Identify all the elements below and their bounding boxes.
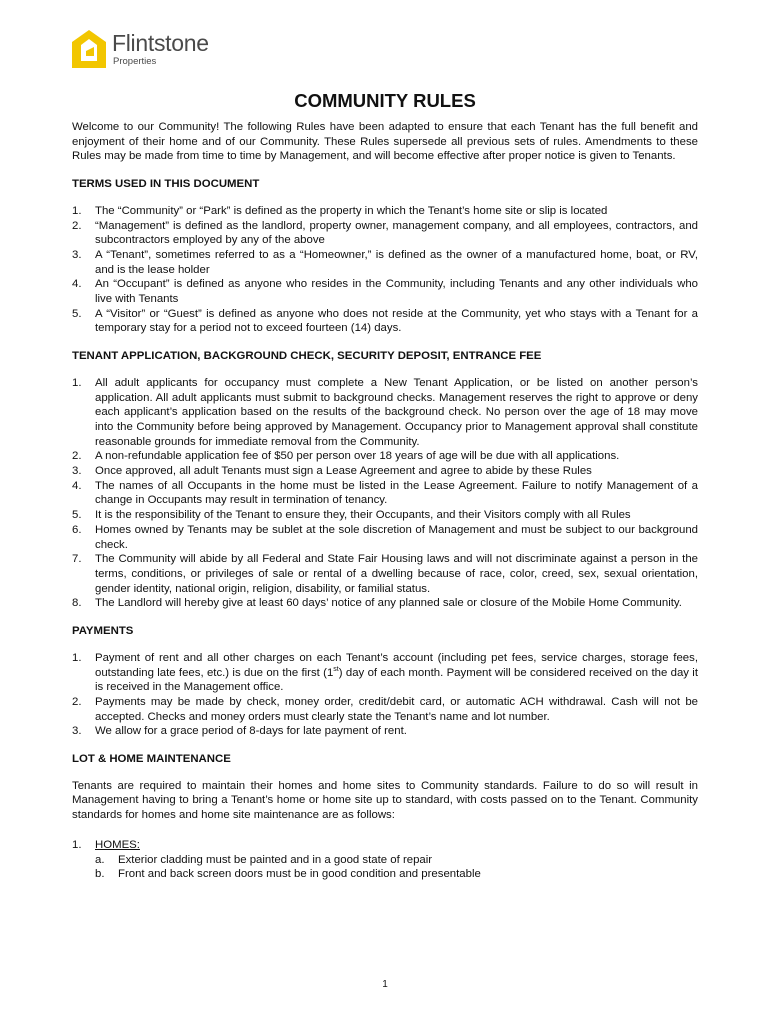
list-item: 6. Homes owned by Tenants may be sublet at the sole discretion of Management and must be subject to our background check. xyxy=(72,523,698,551)
list-item: 3. Once approved, all adult Tenants must sign a Lease Agreement and agree to abide by these Rules xyxy=(72,465,592,478)
list-item: 7. The Community will abide by all Federal and State Fair Housing laws and will not discriminate against a person in the terms, conditions, or privileges of sale or rental of a dwelling because of race, color, creed, sex, sexual orientation, gender identity, national origin, religion, disability, or familial status. xyxy=(72,553,698,595)
list-item-text: Homes owned by Tenants may be sublet at the sole discretion of Management and must be subject to our background check. xyxy=(95,523,698,551)
list-item: 8. The Landlord will hereby give at least 60 days’ notice of any planned sale or closure of the Mobile Home Community. xyxy=(72,597,682,610)
section-heading-payments: PAYMENTS xyxy=(72,625,134,638)
maintenance-paragraph: Tenants are required to maintain their homes and home sites to Community standards. Failure to do so will result in Management having to bring a Tenant’s home or home site up to standard, with costs passed on to the Tenant. Community standards for homes and home site maintenance are as follows: xyxy=(72,779,698,822)
list-item-text: The Landlord will hereby give at least 60 days’ notice of any planned sale or closure of the Mobile Home Community. xyxy=(95,597,682,610)
logo-subtitle: Properties xyxy=(113,55,157,67)
list-item-text: Once approved, all adult Tenants must sign a Lease Agreement and agree to abide by these Rules xyxy=(95,465,592,478)
list-item: 1. Payment of rent and all other charges on each Tenant’s account (including pet fees, service charges, storage fees, outstanding late fees, etc.) is due on the first (1st) day of each month. Payment will be considered received on the day it is received in the Management office. xyxy=(72,651,698,694)
list-item-text: Exterior cladding must be painted and in a good state of repair xyxy=(118,853,433,866)
list-item: 2. “Management” is defined as the landlord, property owner, management company, and all employees, contractors, and subcontractors employed by any of the above xyxy=(72,219,698,247)
list-item: 4. The names of all Occupants in the home must be listed in the Lease Agreement. Failure to notify Management of a change in Occupants may result in termination of tenancy. xyxy=(72,479,698,507)
list-item-text: All adult applicants for occupancy must complete a New Tenant Application, or be listed on another person’s application. All adult applicants must submit to background checks. Management reserves the right to approve or deny each applicant’s application based on the results of the background check. No person over the age of 18 may move into the Community before being approved by Management. Occupancy prior to Management approval shall constitute reasonable grounds for immediate removal from the Community. xyxy=(95,376,698,448)
list-item-text: The Community will abide by all Federal and State Fair Housing laws and will not discriminate against a person in the terms, conditions, or privileges of sale or rental of a dwelling because of race, color, creed, sex, sexual orientation, gender identity, national origin, religion, disability, or familial status. xyxy=(95,553,698,595)
application-list xyxy=(72,376,698,611)
list-item: 5. A “Visitor” or “Guest” is defined as anyone who does not reside at the Community, yet who stays with a Tenant for a temporary stay for a period not to exceed fourteen (14) days. xyxy=(72,307,698,335)
list-item: 2. Payments may be made by check, money order, credit/debit card, or automatic ACH withdrawal. Cash will not be accepted. Checks and money orders must clearly state the Tenant’s name and lot number. xyxy=(72,695,698,723)
list-item-text: ) day of each month. Payment will be considered received on the day it is received in the Management office. xyxy=(95,666,698,694)
list-item-text: The “Community” or “Park” is defined as the property in which the Tenant’s home site or slip is located xyxy=(95,204,608,217)
list-item-text: A non-refundable application fee of $50 per person over 18 years of age will be due with all applications. xyxy=(95,450,620,463)
maintenance-list xyxy=(72,838,698,882)
homes-sublist xyxy=(95,853,698,882)
page-number: 1 xyxy=(382,979,388,990)
list-item-text: “Management” is defined as the landlord, property owner, management company, and all employees, contractors, and subcontractors employed by any of the above xyxy=(95,219,698,247)
section-heading-terms: TERMS USED IN THIS DOCUMENT xyxy=(72,178,260,191)
list-item-text: An “Occupant” is defined as anyone who resides in the Community, including Tenants and any other individuals who live with Tenants xyxy=(95,278,698,306)
list-item-text: We allow for a grace period of 8-days for late payment of rent. xyxy=(95,725,407,738)
homes-label: HOMES: xyxy=(95,838,140,851)
document-body xyxy=(72,90,698,882)
sub-list-item: a. Exterior cladding must be painted and in a good state of repair xyxy=(95,853,433,866)
house-logo-icon xyxy=(72,30,106,68)
list-item-text: A “Visitor” or “Guest” is defined as anyone who does not reside at the Community, yet who stays with a Tenant for a temporary stay for a period not to exceed fourteen (14) days. xyxy=(95,307,698,335)
list-item: 1. HOMES: a. Exterior cladding must be painted and in a good state of repair b. Front and back screen doors must be in good condition and presentable xyxy=(72,838,698,882)
list-item: 5. It is the responsibility of the Tenant to ensure they, their Occupants, and their Visitors comply with all Rules xyxy=(72,509,631,522)
payments-list xyxy=(72,651,698,739)
list-item-text: The names of all Occupants in the home must be listed in the Lease Agreement. Failure to notify Management of a change in Occupants may result in termination of tenancy. xyxy=(95,479,698,507)
section-heading-application: TENANT APPLICATION, BACKGROUND CHECK, SECURITY DEPOSIT, ENTRANCE FEE xyxy=(72,350,542,363)
list-item: 1. All adult applicants for occupancy must complete a New Tenant Application, or be listed on another person’s application. All adult applicants must submit to background checks. Management reserves the right to approve or deny each applicant’s application based on the results of the background check. No person over the age of 18 may move into the Community before being approved by Management. Occupancy prior to Management approval shall constitute reasonable grounds for immediate removal from the Community. xyxy=(72,376,698,448)
intro-paragraph: Welcome to our Community! The following Rules have been adapted to ensure that each Tenant has the full benefit and enjoyment of their home and of our Community. These Rules supersede all previous sets of rules. Amendments to these Rules may be made from time to time by Management, and will become effective after proper notice is given to Tenants. xyxy=(72,121,698,163)
company-logo xyxy=(72,29,209,69)
list-item-text: It is the responsibility of the Tenant to ensure they, their Occupants, and their Visitors comply with all Rules xyxy=(95,509,631,522)
list-item: 1. The “Community” or “Park” is defined as the property in which the Tenant’s home site or slip is located xyxy=(72,204,608,217)
document-title: COMMUNITY RULES xyxy=(294,90,476,111)
sub-list-item: b. Front and back screen doors must be in good condition and presentable xyxy=(95,868,481,881)
list-item: 3. We allow for a grace period of 8-days for late payment of rent. xyxy=(72,725,407,738)
list-item-text: Payments may be made by check, money order, credit/debit card, or automatic ACH withdrawal. Cash will not be accepted. Checks and money orders must clearly state the Tenant’s name and lot number. xyxy=(95,695,698,723)
list-item: 3. A “Tenant”, sometimes referred to as a “Homeowner,” is defined as the owner of a manufactured home, boat, or RV, and is the lease holder xyxy=(72,248,698,276)
terms-list xyxy=(72,204,698,336)
list-item: 2. A non-refundable application fee of $50 per person over 18 years of age will be due with all applications. xyxy=(72,450,620,463)
list-item-text: Front and back screen doors must be in good condition and presentable xyxy=(118,868,481,881)
section-heading-maintenance: LOT & HOME MAINTENANCE xyxy=(72,753,231,766)
list-item-text: A “Tenant”, sometimes referred to as a “Homeowner,” is defined as the owner of a manufactured home, boat, or RV, and is the lease holder xyxy=(95,248,698,276)
logo-name: Flintstone xyxy=(112,29,209,56)
list-item: 4. An “Occupant” is defined as anyone who resides in the Community, including Tenants and any other individuals who live with Tenants xyxy=(72,278,698,306)
superscript: st xyxy=(333,665,339,673)
list-item-text: Payment of rent and all other charges on each Tenant’s account (including pet fees, service charges, storage fees, outstanding late fees, etc.) is due on the first (1 xyxy=(95,651,698,679)
